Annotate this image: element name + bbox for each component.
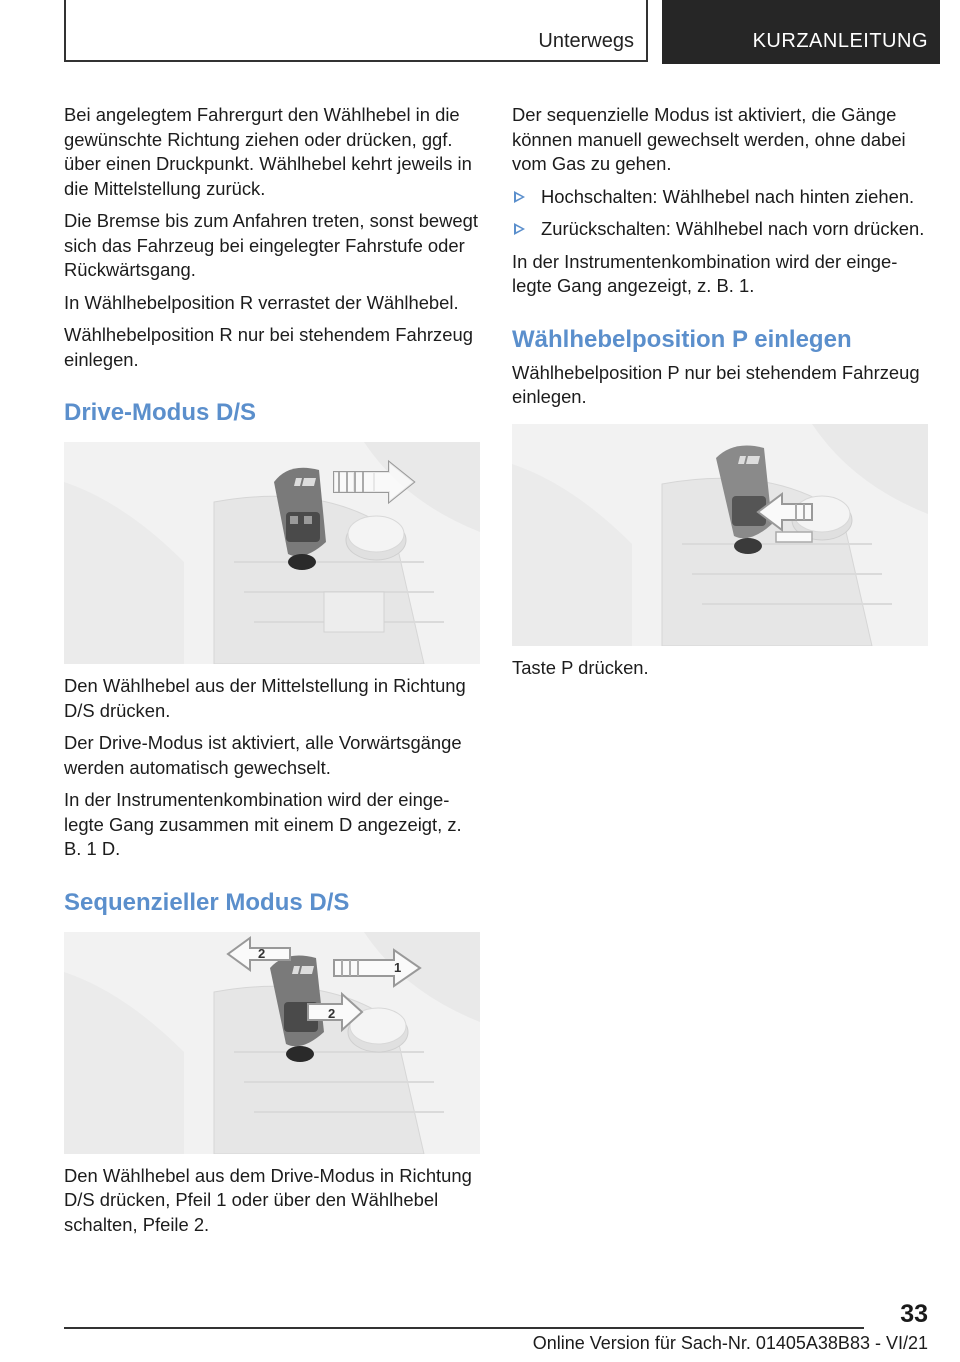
drive-paragraph-2: Der Drive-Modus ist aktiviert, alle Vorwärtsgänge werden automatisch gewechselt. bbox=[64, 732, 462, 778]
header-chapter-title: KURZANLEITUNG bbox=[752, 30, 928, 52]
park-position-heading: Wählhebelposition P einlegen bbox=[512, 325, 852, 353]
intro-paragraph-1: Bei angelegtem Fahrergurt den Wählhebel in die gewünschte Richtung ziehen oder drücken, ggf. über einen Druckpunkt. Wählhebel kehrt jeweils in die Mittelstellung zurück. bbox=[64, 104, 472, 199]
arrow-label-1: 1 bbox=[394, 959, 402, 975]
park-intro: Wählhebelposition P nur bei stehendem Fahrzeug einlegen. bbox=[512, 361, 920, 407]
intro-paragraph-4: Wählhebelposition R nur bei stehendem Fahrzeug einlegen. bbox=[64, 324, 473, 370]
upshift-text: Hochschalten: Wählhebel nach hinten ziehen. bbox=[541, 185, 915, 207]
drive-paragraph-3: In der Instrumentenkombination wird der eingelegte Gang zusammen mit einem D angezeigt, z. B. 1 D. bbox=[64, 789, 462, 859]
sequential-paragraph: Den Wählhebel aus dem Drive-Modus in Richtung D/S drücken, Pfeil 1 oder über den Wählhebel schalten, Pfeile 2. bbox=[64, 1164, 472, 1235]
drive-mode-illustration bbox=[64, 442, 480, 664]
list-item bbox=[512, 185, 930, 210]
drive-mode-heading: Drive-Modus D/S bbox=[64, 399, 257, 426]
header-section-title: Unterwegs bbox=[538, 30, 634, 52]
triangle-bullet-icon bbox=[514, 191, 525, 203]
intro-paragraph-3: In Wählhebelposition R verrastet der Wählhebel. bbox=[64, 291, 459, 313]
right-column bbox=[512, 103, 930, 688]
arrow-label-2-top: 2 bbox=[258, 945, 266, 961]
park-caption: Taste P drücken. bbox=[512, 656, 649, 678]
footer-divider bbox=[64, 1327, 864, 1329]
list-item bbox=[512, 217, 930, 242]
sequential-mode-heading: Sequenzieller Modus D/S bbox=[64, 888, 350, 916]
shift-bullet-list bbox=[512, 185, 930, 242]
header-chapter-box bbox=[662, 0, 940, 64]
page-number: 33 bbox=[900, 1300, 928, 1328]
header-section-box bbox=[64, 0, 648, 62]
downshift-text: Zurückschalten: Wählhebel nach vorn drücken. bbox=[541, 218, 925, 239]
intro-paragraph-2: Die Bremse bis zum Anfahren treten, sonst bewegt sich das Fahrzeug bei eingelegter Fahrstufe oder Rückwärtsgang. bbox=[64, 210, 478, 280]
sequential-intro: Der sequenzielle Modus ist aktiviert, die Gänge können manuell gewechselt werden, ohne dabei vom Gas zu gehen. bbox=[512, 104, 906, 174]
triangle-bullet-icon bbox=[514, 223, 525, 235]
gear-display-paragraph: In der Instrumentenkombination wird der eingelegte Gang angezeigt, z. B. 1. bbox=[512, 250, 898, 296]
footer-online-version: Online Version für Sach-Nr. 01405A38B83 - VI/21 bbox=[532, 1333, 928, 1353]
sequential-mode-illustration bbox=[64, 932, 480, 1154]
arrow-label-2-bottom: 2 bbox=[328, 1005, 336, 1021]
drive-paragraph-1: Den Wählhebel aus der Mittelstellung in Richtung D/S drücken. bbox=[64, 675, 466, 721]
park-button-illustration bbox=[512, 424, 928, 646]
left-column bbox=[64, 103, 482, 1245]
